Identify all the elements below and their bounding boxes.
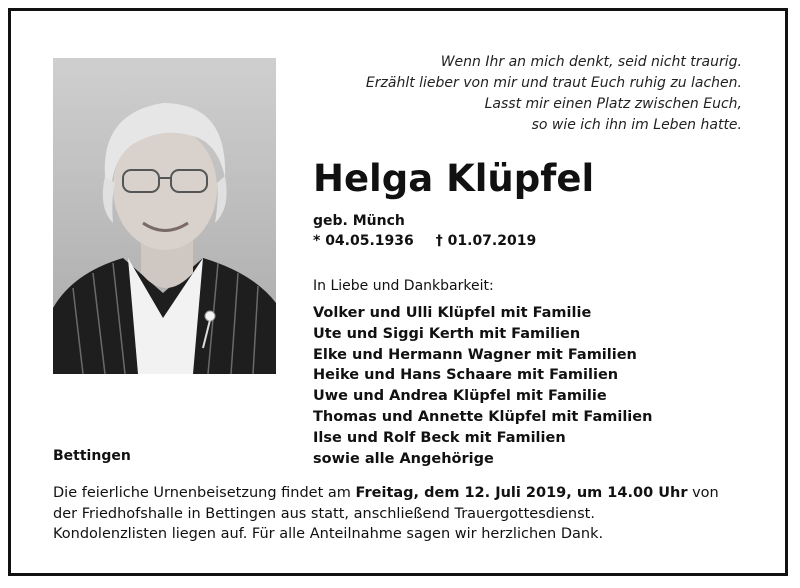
notice-line-3: Kondolenzlisten liegen auf. Für alle Anteilnahme sagen wir herzlichen Dank. [53,526,604,542]
notice-date-time: Freitag, dem 12. Juli 2019, um 14.00 Uhr [355,485,688,501]
list-item: Ilse und Rolf Beck mit Familien [313,429,566,446]
list-item: Heike und Hans Schaare mit Familien [313,367,619,384]
funeral-notice [53,483,753,545]
list-item: Volker und Ulli Klüpfel mit Familie [313,305,592,321]
deceased-name: Helga Klüpfel [313,157,595,200]
poem [366,52,742,136]
list-item: Thomas und Annette Klüpfel mit Familien [313,408,653,425]
death-date: † 01.07.2019 [435,233,537,249]
list-item: Ute und Siggi Kerth mit Familien [313,325,581,342]
poem-line: so wie ich ihn im Leben hatte. [531,117,742,133]
list-item: Elke und Hermann Wagner mit Familien [313,346,637,363]
notice-text: Die feierliche Urnenbeisetzung findet am [53,485,356,501]
notice-line-1 [53,483,753,504]
life-dates [313,233,536,249]
birth-name: geb. Münch [313,213,405,229]
poem-line: Lasst mir einen Platz zwischen Euch, [484,96,742,112]
birth-date: * 04.05.1936 [313,233,414,249]
portrait-photo [53,58,276,374]
poem-line: Wenn Ihr an mich denkt, seid nicht traurig. [440,54,742,70]
notice-line-2: der Friedhofshalle in Bettingen aus statt, anschließend Trauergottesdienst. [53,505,595,522]
mourners-list [313,303,652,469]
list-item: Uwe und Andrea Klüpfel mit Familie [313,388,607,405]
place-name: Bettingen [53,448,131,464]
poem-line: Erzählt lieber von mir und traut Euch ruhig zu lachen. [365,75,742,91]
list-item: sowie alle Angehörige [313,450,494,467]
notice-text: von [687,485,719,501]
dedication-text: In Liebe und Dankbarkeit: [313,278,494,294]
